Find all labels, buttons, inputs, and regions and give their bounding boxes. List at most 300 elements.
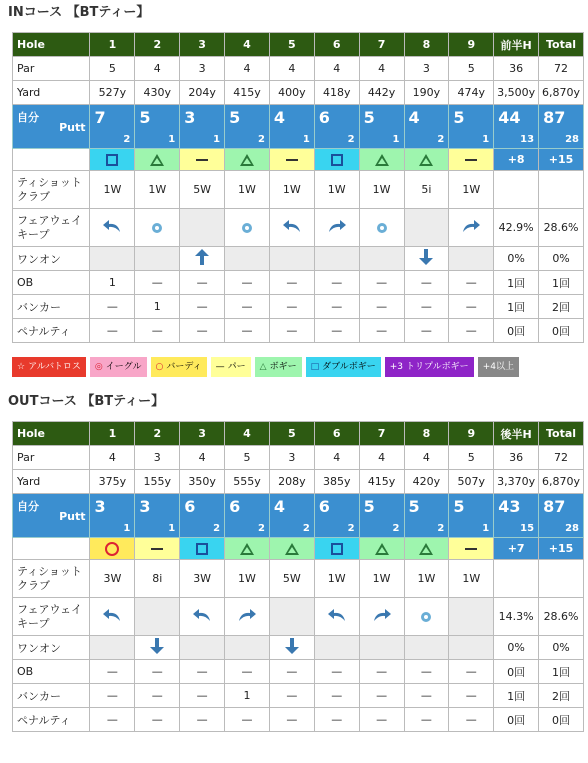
ob-cell: — xyxy=(449,660,494,684)
score-cell xyxy=(225,105,270,149)
fairway-stat: 14.3% xyxy=(494,598,539,636)
fairway-stat: 28.6% xyxy=(539,209,584,247)
score-cell xyxy=(269,494,314,538)
header-label: Hole xyxy=(13,422,90,446)
result-bogey xyxy=(225,149,270,171)
result-row xyxy=(13,149,584,171)
one-on-row xyxy=(13,247,584,271)
square-icon xyxy=(331,154,343,166)
score-cell xyxy=(135,494,180,538)
one-on-cell xyxy=(359,636,404,660)
par-cell: 5 xyxy=(225,446,270,470)
ob-label: OB xyxy=(13,660,90,684)
putt-count: 2 xyxy=(257,134,265,145)
stroke-count: 87 xyxy=(543,108,566,127)
stroke-count: 4 xyxy=(408,108,420,127)
stroke-count: 5 xyxy=(408,497,420,516)
in-course-section xyxy=(0,2,588,343)
fairway-cell xyxy=(449,209,494,247)
yard-cell: 385y xyxy=(314,470,359,494)
tee-club-cell: 1W xyxy=(225,560,270,598)
dash-icon xyxy=(465,159,477,161)
one-on-cell xyxy=(225,247,270,271)
tee-club-cell: 1W xyxy=(404,560,449,598)
legend-albatross-label: アルバトロス xyxy=(28,362,81,372)
fairway-cell xyxy=(404,598,449,636)
header-cell: 6 xyxy=(314,422,359,446)
fairway-row xyxy=(13,598,584,636)
fairway-cell xyxy=(269,598,314,636)
penalty-row xyxy=(13,319,584,343)
bunker-cell: — xyxy=(269,684,314,708)
header-cell: Total xyxy=(539,422,584,446)
triangle-icon xyxy=(375,543,389,555)
tee-club-cell: 1W xyxy=(90,171,135,209)
putt-count: 2 xyxy=(437,134,445,145)
tee-club-cell: 1W xyxy=(449,171,494,209)
bunker-row xyxy=(13,684,584,708)
in-course-title: INコース 【BTティー】 xyxy=(8,5,150,20)
miss-left-arrow-icon xyxy=(102,223,122,236)
header-cell: 5 xyxy=(269,33,314,57)
result-bogey xyxy=(359,538,404,560)
dash-icon: — xyxy=(215,362,225,372)
fairway-cell xyxy=(314,209,359,247)
triangle-icon: △ xyxy=(259,362,267,372)
yard-cell: 155y xyxy=(135,470,180,494)
ob-cell: — xyxy=(225,660,270,684)
putt-count: 2 xyxy=(347,134,355,145)
result-double-bogey xyxy=(314,538,359,560)
yard-cell: 418y xyxy=(314,81,359,105)
fairway-label: フェアウェイ キープ xyxy=(13,209,90,247)
putt-count: 13 xyxy=(520,134,535,145)
triangle-icon xyxy=(419,154,433,166)
score-cell xyxy=(449,105,494,149)
square-icon: □ xyxy=(310,362,320,372)
yard-cell: 6,870y xyxy=(539,470,584,494)
stroke-count: 5 xyxy=(363,108,375,127)
result-label xyxy=(13,538,90,560)
result-par xyxy=(269,149,314,171)
par-cell: 4 xyxy=(135,57,180,81)
ob-cell: — xyxy=(90,660,135,684)
one-on-cell xyxy=(90,247,135,271)
putt-title: Putt xyxy=(59,510,86,523)
yard-cell: 190y xyxy=(404,81,449,105)
tee-club-cell: 1W xyxy=(449,560,494,598)
triangle-icon xyxy=(375,154,389,166)
fairway-row xyxy=(13,209,584,247)
fairway-hit-icon xyxy=(377,223,387,233)
putt-count: 15 xyxy=(520,523,535,534)
triangle-icon xyxy=(240,154,254,166)
score-cell xyxy=(359,105,404,149)
ob-cell: — xyxy=(180,271,225,295)
result-double-bogey xyxy=(314,149,359,171)
stroke-count: 87 xyxy=(543,497,566,516)
tee-club-cell xyxy=(494,560,539,598)
score-cell xyxy=(539,494,584,538)
score-cell xyxy=(180,494,225,538)
header-label: Hole xyxy=(13,33,90,57)
tee-club-cell: 3W xyxy=(90,560,135,598)
one-on-row xyxy=(13,636,584,660)
one-on-cell xyxy=(135,636,180,660)
out-course-section xyxy=(0,391,588,732)
result-label xyxy=(13,149,90,171)
penalty-label: ペナルティ xyxy=(13,708,90,732)
ob-cell: — xyxy=(135,271,180,295)
header-cell: 8 xyxy=(404,33,449,57)
one-on-cell xyxy=(404,247,449,271)
score-cell xyxy=(135,105,180,149)
legend-plus4 xyxy=(478,357,519,377)
bunker-cell: 2回 xyxy=(539,295,584,319)
bunker-label: バンカー xyxy=(13,295,90,319)
putt-count: 2 xyxy=(437,523,445,534)
one-on-cell xyxy=(90,636,135,660)
ob-cell: — xyxy=(269,271,314,295)
fairway-cell xyxy=(225,209,270,247)
par-cell: 5 xyxy=(449,446,494,470)
one-on-stat: 0% xyxy=(539,636,584,660)
header-cell: 6 xyxy=(314,33,359,57)
one-on-cell xyxy=(180,247,225,271)
self-score-row xyxy=(13,494,584,538)
self-title: 自分 xyxy=(17,111,39,124)
header-cell: Total xyxy=(539,33,584,57)
miss-right-arrow-icon xyxy=(237,612,257,625)
fairway-cell xyxy=(359,209,404,247)
one-on-cell xyxy=(180,636,225,660)
dash-icon xyxy=(151,548,163,550)
ob-row xyxy=(13,660,584,684)
header-cell: 1 xyxy=(90,33,135,57)
header-cell: 3 xyxy=(180,33,225,57)
one-on-cell xyxy=(225,636,270,660)
miss-left-arrow-icon xyxy=(102,612,122,625)
par-cell: 4 xyxy=(225,57,270,81)
miss-right-arrow-icon xyxy=(327,223,347,236)
penalty-cell: 0回 xyxy=(539,708,584,732)
one-on-label: ワンオン xyxy=(13,247,90,271)
stroke-count: 6 xyxy=(184,497,196,516)
fairway-stat: 42.9% xyxy=(494,209,539,247)
par-cell: 4 xyxy=(404,446,449,470)
par-cell: 3 xyxy=(180,57,225,81)
legend-eagle xyxy=(90,357,147,377)
legend-eagle-label: イーグル xyxy=(105,362,142,372)
penalty-cell: — xyxy=(359,319,404,343)
one-on-stat: 0% xyxy=(494,636,539,660)
penalty-cell: — xyxy=(90,319,135,343)
ob-cell: — xyxy=(359,660,404,684)
miss-right-arrow-icon xyxy=(461,223,481,236)
dash-icon xyxy=(196,159,208,161)
ob-cell: — xyxy=(404,271,449,295)
putt-count: 1 xyxy=(168,134,176,145)
penalty-cell: — xyxy=(180,319,225,343)
tee-club-cell: 1W xyxy=(359,560,404,598)
tee-club-cell: 5i xyxy=(404,171,449,209)
over-par-cell: +15 xyxy=(539,149,584,171)
fairway-hit-icon xyxy=(152,223,162,233)
yard-cell: 527y xyxy=(90,81,135,105)
penalty-cell: 0回 xyxy=(494,319,539,343)
result-par xyxy=(449,538,494,560)
bunker-cell: — xyxy=(359,295,404,319)
par-cell: 36 xyxy=(494,57,539,81)
par-cell: 3 xyxy=(404,57,449,81)
self-label xyxy=(13,105,90,149)
yard-cell: 3,370y xyxy=(494,470,539,494)
tee-club-cell: 5W xyxy=(180,171,225,209)
one-on-cell xyxy=(314,636,359,660)
bunker-cell: — xyxy=(269,295,314,319)
ob-cell: 1 xyxy=(90,271,135,295)
bunker-cell: — xyxy=(180,295,225,319)
yard-cell: 204y xyxy=(180,81,225,105)
tee-club-cell: 1W xyxy=(314,171,359,209)
putt-count: 1 xyxy=(168,523,176,534)
square-icon xyxy=(331,543,343,555)
yard-cell: 474y xyxy=(449,81,494,105)
header-cell: 4 xyxy=(225,33,270,57)
result-bogey xyxy=(135,149,180,171)
fairway-stat: 28.6% xyxy=(539,598,584,636)
par-cell: 4 xyxy=(359,57,404,81)
yard-label: Yard xyxy=(13,81,90,105)
one-on-stat: 0% xyxy=(539,247,584,271)
par-cell: 4 xyxy=(90,446,135,470)
yard-cell: 555y xyxy=(225,470,270,494)
over-par-cell: +8 xyxy=(494,149,539,171)
stroke-count: 3 xyxy=(94,497,106,516)
header-cell: 3 xyxy=(180,422,225,446)
par-cell: 5 xyxy=(449,57,494,81)
result-par xyxy=(180,149,225,171)
header-cell: 7 xyxy=(359,33,404,57)
one-on-cell xyxy=(269,247,314,271)
triangle-icon xyxy=(419,543,433,555)
double-circle-icon: ◎ xyxy=(94,362,103,372)
par-label: Par xyxy=(13,57,90,81)
fairway-cell xyxy=(404,209,449,247)
yard-row xyxy=(13,470,584,494)
dash-icon xyxy=(465,548,477,550)
header-cell: 5 xyxy=(269,422,314,446)
score-cell xyxy=(269,105,314,149)
ob-cell: 1回 xyxy=(539,660,584,684)
score-cell xyxy=(494,105,539,149)
putt-count: 2 xyxy=(302,523,310,534)
bunker-cell: 1 xyxy=(135,295,180,319)
result-bogey xyxy=(359,149,404,171)
bunker-cell: — xyxy=(359,684,404,708)
fairway-cell xyxy=(180,598,225,636)
bunker-cell: 1回 xyxy=(494,295,539,319)
fairway-cell xyxy=(449,598,494,636)
bunker-cell: — xyxy=(180,684,225,708)
fairway-cell xyxy=(269,209,314,247)
stroke-count: 4 xyxy=(273,108,286,127)
yard-row xyxy=(13,81,584,105)
penalty-label: ペナルティ xyxy=(13,319,90,343)
par-label: Par xyxy=(13,446,90,470)
stroke-count: 3 xyxy=(184,108,196,127)
par-cell: 3 xyxy=(269,446,314,470)
tee-club-cell: 1W xyxy=(359,171,404,209)
score-cell xyxy=(404,105,449,149)
header-cell: 後半H xyxy=(494,422,539,446)
in-course-table xyxy=(12,32,584,343)
ob-cell: — xyxy=(180,660,225,684)
bunker-cell: — xyxy=(404,684,449,708)
bunker-cell: — xyxy=(225,295,270,319)
down-arrow-icon xyxy=(150,644,164,657)
yard-cell: 430y xyxy=(135,81,180,105)
penalty-cell: 0回 xyxy=(494,708,539,732)
yard-cell: 3,500y xyxy=(494,81,539,105)
putt-count: 1 xyxy=(482,523,490,534)
penalty-cell: — xyxy=(449,319,494,343)
header-cell: 2 xyxy=(135,33,180,57)
legend-albatross xyxy=(12,357,86,377)
header-cell: 1 xyxy=(90,422,135,446)
penalty-cell: 0回 xyxy=(539,319,584,343)
ob-cell: — xyxy=(359,271,404,295)
result-double-bogey xyxy=(180,538,225,560)
out-course-title: OUTコース 【BTティー】 xyxy=(8,394,165,409)
legend-plus4-label: +4以上 xyxy=(482,362,514,372)
score-cell xyxy=(314,105,359,149)
tee-club-cell: 1W xyxy=(135,171,180,209)
miss-right-arrow-icon xyxy=(372,612,392,625)
miss-left-arrow-icon xyxy=(192,612,212,625)
header-cell: 7 xyxy=(359,422,404,446)
score-cell xyxy=(404,494,449,538)
legend-bogey xyxy=(255,357,302,377)
bunker-cell: — xyxy=(90,684,135,708)
penalty-cell: — xyxy=(90,708,135,732)
ob-cell: — xyxy=(135,660,180,684)
stroke-count: 5 xyxy=(363,497,375,516)
ob-cell: — xyxy=(404,660,449,684)
ob-cell: — xyxy=(269,660,314,684)
dash-icon xyxy=(286,159,298,161)
putt-count: 28 xyxy=(565,134,579,145)
par-cell: 72 xyxy=(539,446,584,470)
par-row xyxy=(13,57,584,81)
result-bogey xyxy=(269,538,314,560)
header-cell: 前半H xyxy=(494,33,539,57)
stroke-count: 4 xyxy=(273,497,286,516)
one-on-cell xyxy=(404,636,449,660)
score-cell xyxy=(225,494,270,538)
yard-label: Yard xyxy=(13,470,90,494)
triangle-icon xyxy=(285,543,299,555)
tee-club-cell xyxy=(539,171,584,209)
penalty-cell: — xyxy=(404,708,449,732)
par-row xyxy=(13,446,584,470)
par-cell: 5 xyxy=(90,57,135,81)
stroke-count: 7 xyxy=(94,108,106,127)
bunker-cell: 1回 xyxy=(494,684,539,708)
bunker-label: バンカー xyxy=(13,684,90,708)
result-bogey xyxy=(404,149,449,171)
putt-count: 2 xyxy=(123,134,131,145)
penalty-cell: — xyxy=(359,708,404,732)
one-on-cell xyxy=(359,247,404,271)
tee-club-cell: 1W xyxy=(314,560,359,598)
header-cell: 9 xyxy=(449,422,494,446)
putt-count: 1 xyxy=(482,134,490,145)
par-cell: 4 xyxy=(269,57,314,81)
par-cell: 3 xyxy=(135,446,180,470)
out-course-table xyxy=(12,421,584,732)
legend-birdie xyxy=(151,357,207,377)
score-cell xyxy=(180,105,225,149)
penalty-cell: — xyxy=(314,708,359,732)
triangle-icon xyxy=(240,543,254,555)
header-row xyxy=(13,422,584,446)
result-row xyxy=(13,538,584,560)
legend-triple-bogey xyxy=(385,357,474,377)
one-on-stat: 0% xyxy=(494,247,539,271)
legend-triple-label: トリプルボギー xyxy=(406,362,469,372)
bunker-cell: — xyxy=(449,684,494,708)
score-cell xyxy=(539,105,584,149)
fairway-hit-icon xyxy=(242,223,252,233)
star-icon: ☆ xyxy=(17,362,26,372)
bunker-cell: — xyxy=(314,295,359,319)
yard-cell: 375y xyxy=(90,470,135,494)
legend-par-label: パー xyxy=(227,362,246,372)
legend-double-bogey xyxy=(306,357,381,377)
ob-cell: 1回 xyxy=(539,271,584,295)
putt-count: 1 xyxy=(302,134,310,145)
down-arrow-icon xyxy=(419,255,433,268)
result-bogey xyxy=(225,538,270,560)
one-on-cell xyxy=(135,247,180,271)
par-cell: 72 xyxy=(539,57,584,81)
stroke-count: 5 xyxy=(139,108,151,127)
one-on-label: ワンオン xyxy=(13,636,90,660)
stroke-count: 6 xyxy=(318,108,330,127)
tee-club-cell: 5W xyxy=(269,560,314,598)
putt-count: 28 xyxy=(565,523,579,534)
fairway-label: フェアウェイ キープ xyxy=(13,598,90,636)
triangle-icon xyxy=(150,154,164,166)
par-cell: 4 xyxy=(314,446,359,470)
par-cell: 4 xyxy=(314,57,359,81)
header-cell: 8 xyxy=(404,422,449,446)
tee-club-cell: 3W xyxy=(180,560,225,598)
fairway-cell xyxy=(90,209,135,247)
stroke-count: 5 xyxy=(453,497,465,516)
one-on-cell xyxy=(449,636,494,660)
score-legend xyxy=(12,357,588,377)
putt-count: 1 xyxy=(123,523,131,534)
penalty-cell: — xyxy=(314,319,359,343)
tee-club-label: ティショット クラブ xyxy=(13,560,90,598)
tee-club-cell: 1W xyxy=(269,171,314,209)
yard-cell: 415y xyxy=(225,81,270,105)
ob-cell: — xyxy=(449,271,494,295)
yard-cell: 420y xyxy=(404,470,449,494)
fairway-cell xyxy=(225,598,270,636)
